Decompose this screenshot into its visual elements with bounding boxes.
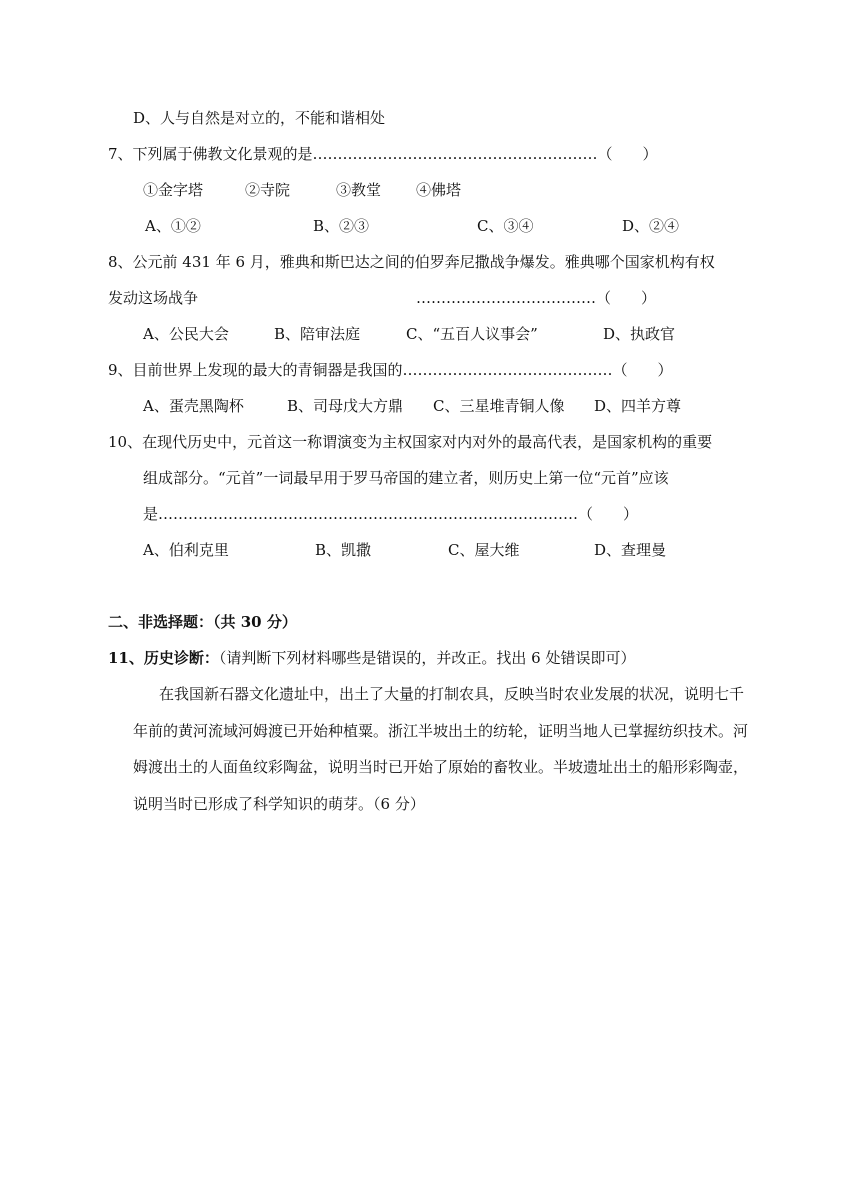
- q11-header: [108, 648, 635, 668]
- q7-item-3: ③教堂: [336, 181, 382, 199]
- section-heading: 二、非选择题：（共 30 分）: [108, 613, 297, 631]
- q7-item-2: ②寺院: [245, 181, 291, 199]
- q7-item-4: ④佛塔: [416, 181, 462, 199]
- q8-option-c: C、“五百人议事会”: [406, 325, 538, 343]
- q8-stem-line1: 8、公元前 431 年 6 月，雅典和斯巴达之间的伯罗奔尼撒战争爆发。雅典哪个国家机构有权: [108, 253, 715, 271]
- q9-option-a: A、蛋壳黑陶杯: [143, 397, 244, 415]
- q7-option-a: A、①②: [145, 217, 201, 235]
- q10-option-c: C、屋大维: [448, 541, 520, 559]
- q7-stem: 7、下列属于佛教文化景观的是…………………………………………………（ ）: [108, 145, 658, 163]
- q7-option-c: C、③④: [477, 217, 534, 235]
- q9-option-d: D、四羊方尊: [594, 397, 682, 415]
- q10-stem-line2: 组成部分。“元首”一词最早用于罗马帝国的建立者，则历史上第一位“元首”应该: [143, 469, 669, 487]
- q8-stem-line2: 发动这场战争: [108, 289, 199, 307]
- q8-option-d: D、执政官: [603, 325, 676, 343]
- q7-option-b: B、②③: [313, 217, 370, 235]
- q10-stem-line1: 10、在现代历史中，元首这一称谓演变为主权国家对内对外的最高代表，是国家机构的重要: [108, 433, 713, 451]
- q10-option-a: A、伯利克里: [143, 541, 229, 559]
- q9-option-b: B、司母戊大方鼎: [287, 397, 404, 415]
- q11-label: 11、历史诊断：: [108, 649, 219, 667]
- q9-stem: 9、目前世界上发现的最大的青铜器是我国的……………………………………（ ）: [108, 361, 673, 379]
- q10-stem-line3: 是…………………………………………………………………………（ ）: [143, 505, 639, 523]
- q11-paragraph: 在我国新石器文化遗址中，出土了大量的打制农具，反映当时农业发展的状况，说明七千年前的黄河流域河姆渡已开始种植粟。浙江半坡出土的纺轮，证明当地人已掌握纺织技术。河姆渡出土的人面鱼纹彩陶盆，说明当时已开始了原始的畜牧业。半坡遗址出土的船形彩陶壶，说明当时已形成了科学知识的萌芽。（6 分）: [133, 685, 749, 813]
- q8-option-b: B、陪审法庭: [274, 325, 361, 343]
- q7-item-1: ①金字塔: [143, 181, 204, 199]
- q6-option-d: D、人与自然是对立的，不能和谐相处: [133, 109, 386, 127]
- q8-option-a: A、公民大会: [143, 325, 229, 343]
- q10-option-d: D、查理曼: [594, 541, 667, 559]
- q10-option-b: B、凯撒: [315, 541, 372, 559]
- q8-stem-line2-tail: ………………………………（ ）: [416, 289, 657, 307]
- q11-instruction: （请判断下列材料哪些是错误的，并改正。找出 6 处错误即可）: [218, 649, 636, 667]
- q9-option-c: C、三星堆青铜人像: [433, 397, 565, 415]
- q7-option-d: D、②④: [622, 217, 680, 235]
